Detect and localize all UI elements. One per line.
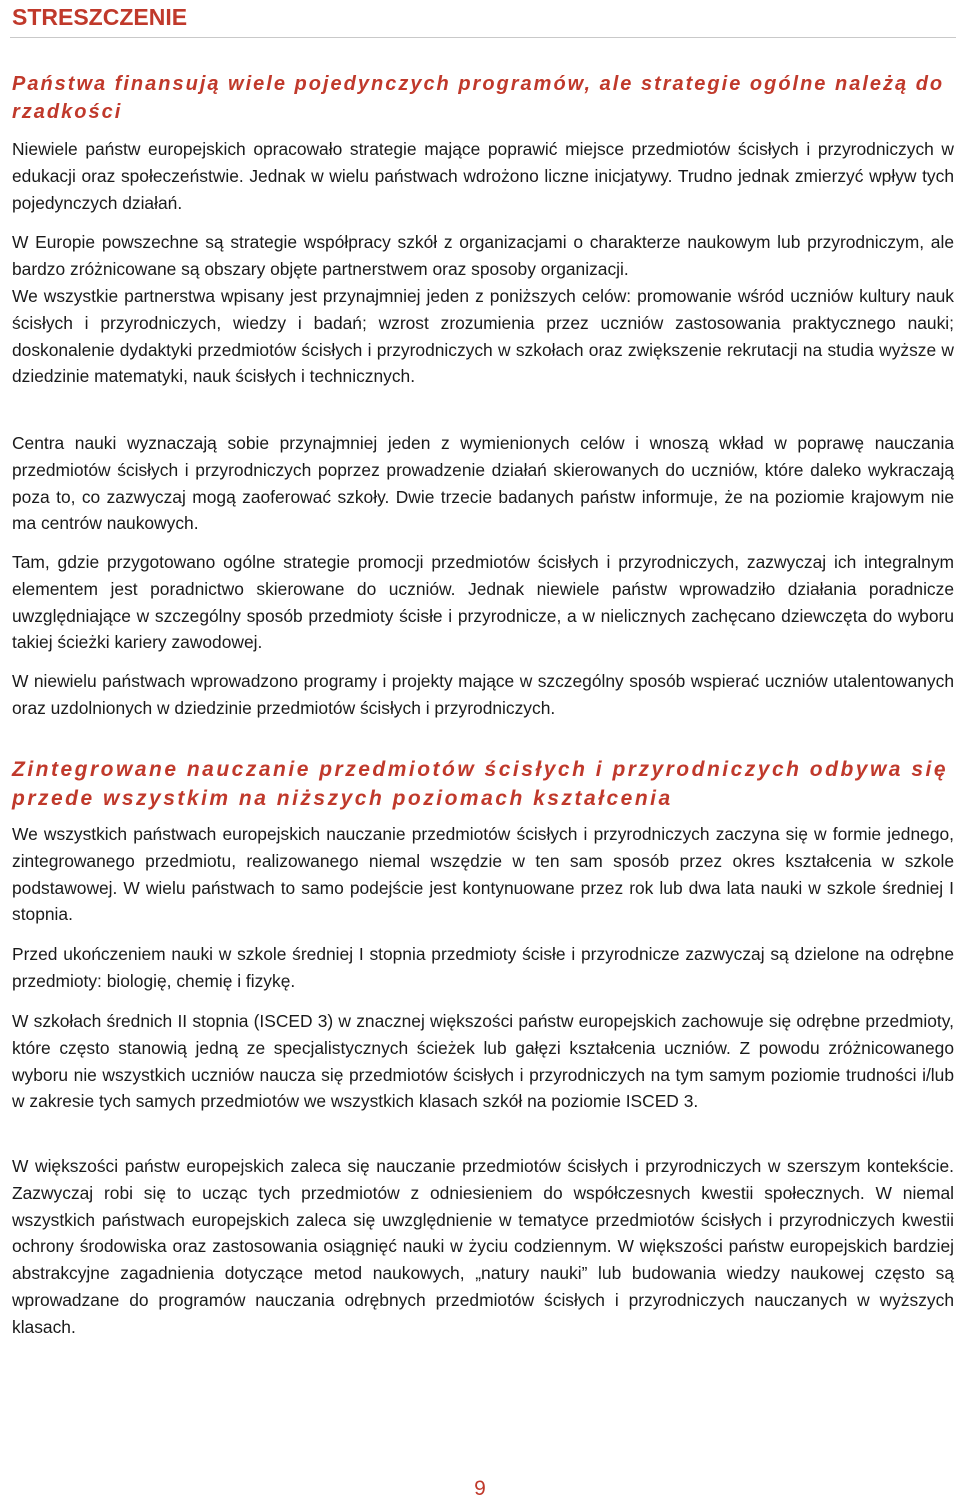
page-title: STRESZCZENIE [12, 4, 188, 30]
section-heading-integrated-teaching: Zintegrowane nauczanie przedmiotów ścisłych i przyrodniczych odbywa się przede wszystkim na niższych poziomach kształcenia [12, 758, 949, 810]
page-number: 9 [474, 1477, 486, 1500]
title-divider [10, 37, 956, 38]
paragraph: W niewielu państwach wprowadzono programy i projekty mające w szczególny sposób wspierać uczniów utalentowanych oraz uzdolnionych w dziedzinie przedmiotów ścisłych i przyrodniczych. [12, 671, 954, 718]
paragraph: We wszystkie partnerstwa wpisany jest przynajmniej jeden z poniższych celów: promowanie wśród uczniów kultury nauk ścisłych i przyrodniczych, wiedzy i badań; wzrost zrozumienia przez uczniów zastosowania praktycznego nauki; doskonalenie dydaktyki przedmiotów ścisłych i przyrodniczych w szkołach oraz zwiększenie rekrutacji na studia wyższe w dziedzinie matematyki, nauk ścisłych i technicznych. [12, 286, 954, 387]
paragraph: We wszystkich państwach europejskich nauczanie przedmiotów ścisłych i przyrodniczych zaczyna się w formie jednego, zintegrowanego przedmiotu, realizowanego niemal wszędzie w ten sam sposób przez okres kształcenia w szkole podstawowej. W wielu państwach to samo podejście jest kontynuowane przez rok lub dwa lata nauki w szkole średniej I stopnia. [12, 824, 954, 925]
paragraph: Przed ukończeniem nauki w szkole średniej I stopnia przedmioty ścisłe i przyrodnicze zazwyczaj są dzielone na odrębne przedmioty: biologię, chemię i fizykę. [12, 944, 954, 991]
paragraph: Centra nauki wyznaczają sobie przynajmniej jeden z wymienionych celów i wnoszą wkład w poprawę nauczania przedmiotów ścisłych i przyrodniczych poprzez prowadzenie działań skierowanych do uczniów, które daleko wykraczają poza to, co zazwyczaj mogą zaoferować szkoły. Dwie trzecie badanych państw informuje, że na poziomie krajowym nie ma centrów naukowych. [12, 433, 954, 534]
paragraph: Tam, gdzie przygotowano ogólne strategie promocji przedmiotów ścisłych i przyrodniczych, zazwyczaj ich integralnym elementem jest poradnictwo skierowane do uczniów. Jednak niewiele państw wprowadziło działania poradnicze uwzględniające w szczególny sposób przedmioty ścisłe i przyrodnicze, a w nielicznych zachęcano dziewczęta do wyboru takiej ścieżki kariery zawodowej. [12, 552, 954, 653]
section-heading-programs: Państwa finansują wiele pojedynczych programów, ale strategie ogólne należą do rzadkości [12, 73, 945, 123]
paragraph: W większości państw europejskich zaleca się nauczanie przedmiotów ścisłych i przyrodniczych w szerszym kontekście. Zazwyczaj robi się to ucząc tych przedmiotów z odniesieniem do współczesnych kwestii społecznych. W niemal wszystkich państwach europejskich zaleca się uwzględnienie w tematyce przedmiotów ścisłych i przyrodniczych kwestii ochrony środowiska oraz zastosowania osiągnięć nauki w życiu codziennym. W większości państw europejskich bardziej abstrakcyjne zagadnienia dotyczące metod naukowych, „natury nauki” lub budowania wiedzy naukowej często są wprowadzane do programów nauczania odrębnych przedmiotów ścisłych i przyrodniczych nauczanych w wyższych klasach. [12, 1156, 954, 1337]
paragraph: W Europie powszechne są strategie współpracy szkół z organizacjami o charakterze naukowym lub przyrodniczym, ale bardzo zróżnicowane są obszary objęte partnerstwem oraz sposoby organizacji. [12, 232, 954, 279]
paragraph: Niewiele państw europejskich opracowało strategie mające poprawić miejsce przedmiotów ścisłych i przyrodniczych w edukacji oraz społeczeństwie. Jednak w wielu państwach wdrożono liczne inicjatywy. Trudno jednak zmierzyć wpływ tych pojedynczych działań. [12, 139, 954, 213]
paragraph: W szkołach średnich II stopnia (ISCED 3) w znacznej większości państw europejskich zachowuje się odrębne przedmioty, które często stanowią jedną ze specjalistycznych ścieżek lub gałęzi kształcenia uczniów. Z powodu zróżnicowanego wyboru nie wszystkich uczniów naucza się przedmiotów ścisłych i przyrodniczych na tym samym poziomie trudności i/lub w zakresie tych samych przedmiotów we wszystkich klasach szkół na poziomie ISCED 3. [12, 1011, 954, 1112]
